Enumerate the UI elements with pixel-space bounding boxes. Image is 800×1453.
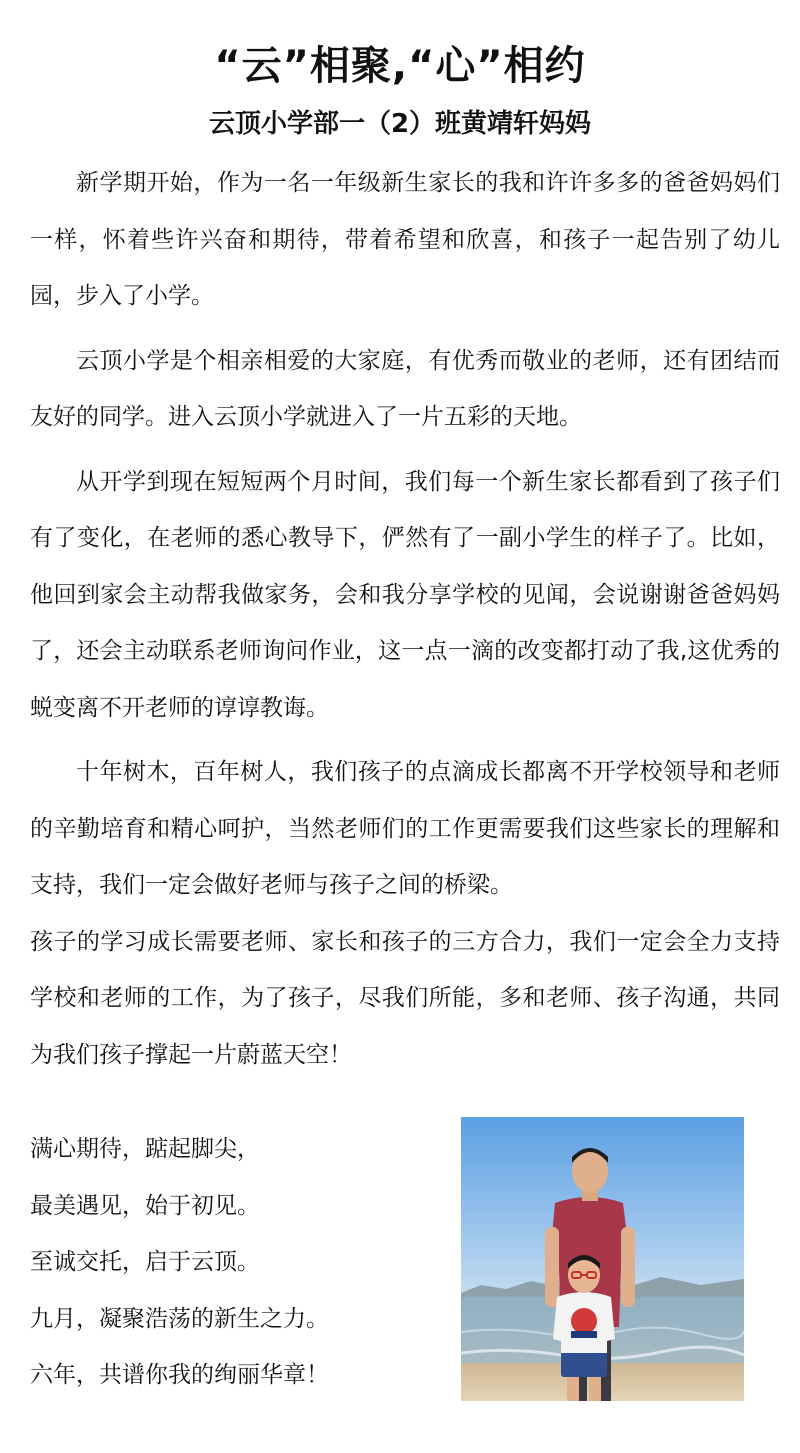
paragraph-3: 从开学到现在短短两个月时间，我们每一个新生家长都看到了孩子们有了变化，在老师的悉心教导下，俨然有了一副小学生的样子了。比如，他回到家会主动帮我做家务，会和我分享学校的见闻，会说谢谢爸爸妈妈了，还会主动联系老师询问作业，这一点一滴的改变都打动了我,这优秀的蜕变离不开老师的谆谆教诲。 xyxy=(30,468,780,721)
paragraph-5: 孩子的学习成长需要老师、家长和孩子的三方合力，我们一定会全力支持学校和老师的工作，为了孩子，尽我们所能，多和老师、孩子沟通，共同为我们孩子撑起一片蔚蓝天空！ xyxy=(30,928,780,1068)
family-photo-icon xyxy=(461,1117,744,1401)
poem-line-1: 满心期待，踮起脚尖， xyxy=(30,1136,260,1162)
poem-line-5: 六年，共谱你我的绚丽华章！ xyxy=(30,1362,329,1388)
poem-line-4: 九月，凝聚浩荡的新生之力。 xyxy=(30,1305,329,1332)
paragraph-1: 新学期开始，作为一名一年级新生家长的我和许许多多的爸爸妈妈们一样，怀着些许兴奋和期待，带着希望和欣喜，和孩子一起告别了幼儿园，步入了小学。 xyxy=(30,170,780,309)
article-title: “云”相聚,“心”相约 xyxy=(214,43,586,89)
poem-line-2: 最美遇见，始于初见。 xyxy=(30,1192,260,1219)
article-subtitle: 云顶小学部一（2）班黄靖轩妈妈 xyxy=(208,109,592,139)
paragraph-2: 云顶小学是个相亲相爱的大家庭，有优秀而敬业的老师，还有团结而友好的同学。进入云顶小学就进入了一片五彩的天地。 xyxy=(30,347,780,430)
article-body xyxy=(30,155,780,1083)
poem-line-3: 至诚交托，启于云顶。 xyxy=(30,1249,260,1275)
paragraph-4: 十年树木，百年树人，我们孩子的点滴成长都离不开学校领导和老师的辛勤培育和精心呵护，当然老师们的工作更需要我们这些家长的理解和支持，我们一定会做好老师与孩子之间的桥梁。 xyxy=(30,759,780,898)
closing-poem xyxy=(30,1121,450,1404)
